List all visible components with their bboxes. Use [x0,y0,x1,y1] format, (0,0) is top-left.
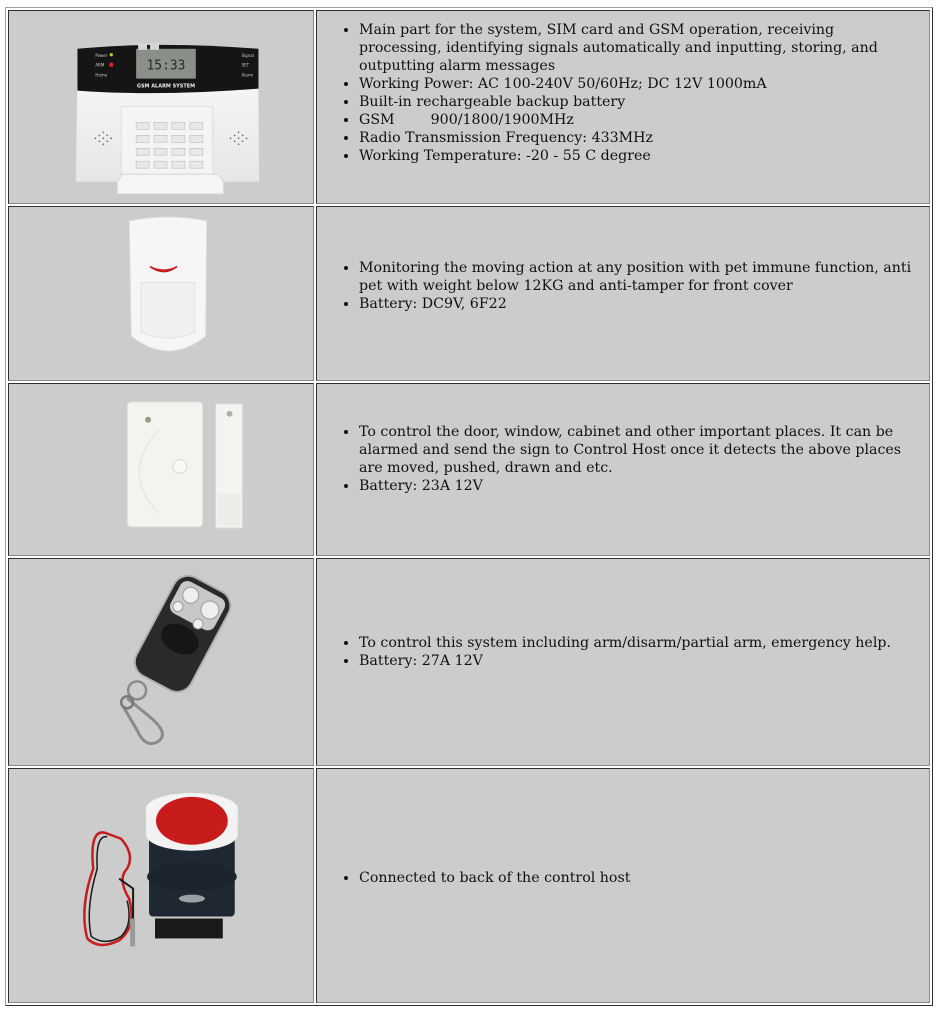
product-spec-cell [316,206,930,381]
table-row [8,558,930,766]
table-row [8,206,930,381]
product-image-cell [8,558,314,766]
feature-list [323,869,929,887]
door-sensor-icon [9,384,313,555]
feature-item: • Working Temperature: -20 - 55 C degree [359,147,929,165]
feature-item: • Working Power: AC 100-240V 50/60Hz; DC 12V 1000mA [359,75,929,93]
feature-item: • Monitoring the moving action at any position with pet immune function, anti pet with weight below 12KG and anti-tamper for front cover [359,259,929,295]
svg-text:Signal: Signal [241,52,254,58]
feature-item: • Connected to back of the control host [359,869,929,887]
feature-list [323,259,929,313]
product-image-cell [8,383,314,556]
feature-item: • Battery: DC9V, 6F22 [359,295,929,313]
svg-text:Alarm: Alarm [241,72,254,78]
product-spec-cell [316,10,930,204]
pir-sensor-icon [9,207,313,380]
alarm-panel-icon [9,11,313,203]
feature-item: • Main part for the system, SIM card and GSM operation, receiving processing, identifying signals automatically and inputting, storing, and outputting alarm messages [359,21,929,75]
svg-text:SET: SET [241,62,250,68]
feature-item: • Built-in rechargeable backup battery [359,93,929,111]
table-row [8,768,930,1003]
feature-item: • Radio Transmission Frequency: 433MHz [359,129,929,147]
feature-item: • Battery: 27A 12V [359,652,929,670]
svg-text:ARM: ARM [95,62,105,68]
svg-text:Power: Power [95,52,108,58]
feature-item: • Battery: 23A 12V [359,477,929,495]
product-image-cell [8,768,314,1003]
table-row [8,10,930,204]
remote-keyfob-icon [9,559,313,765]
siren-icon [9,769,313,1002]
feature-list [323,634,929,670]
product-image-cell [8,206,314,381]
product-spec-cell [316,558,930,766]
svg-text:15:33: 15:33 [146,58,186,74]
feature-list [323,423,929,495]
product-spec-cell [316,383,930,556]
product-image-cell [8,10,314,204]
feature-item: • To control this system including arm/disarm/partial arm, emergency help. [359,634,929,652]
product-spec-table [5,7,933,1006]
product-spec-cell [316,768,930,1003]
feature-item: • GSM 900/1800/1900MHz [359,111,929,129]
feature-list [323,21,929,165]
svg-text:GSM ALARM SYSTEM: GSM ALARM SYSTEM [136,83,196,90]
feature-item: • To control the door, window, cabinet and other important places. It can be alarmed and send the sign to Control Host once it detects the above places are moved, pushed, drawn and etc. [359,423,929,477]
table-row [8,383,930,556]
svg-text:Home: Home [95,72,108,78]
